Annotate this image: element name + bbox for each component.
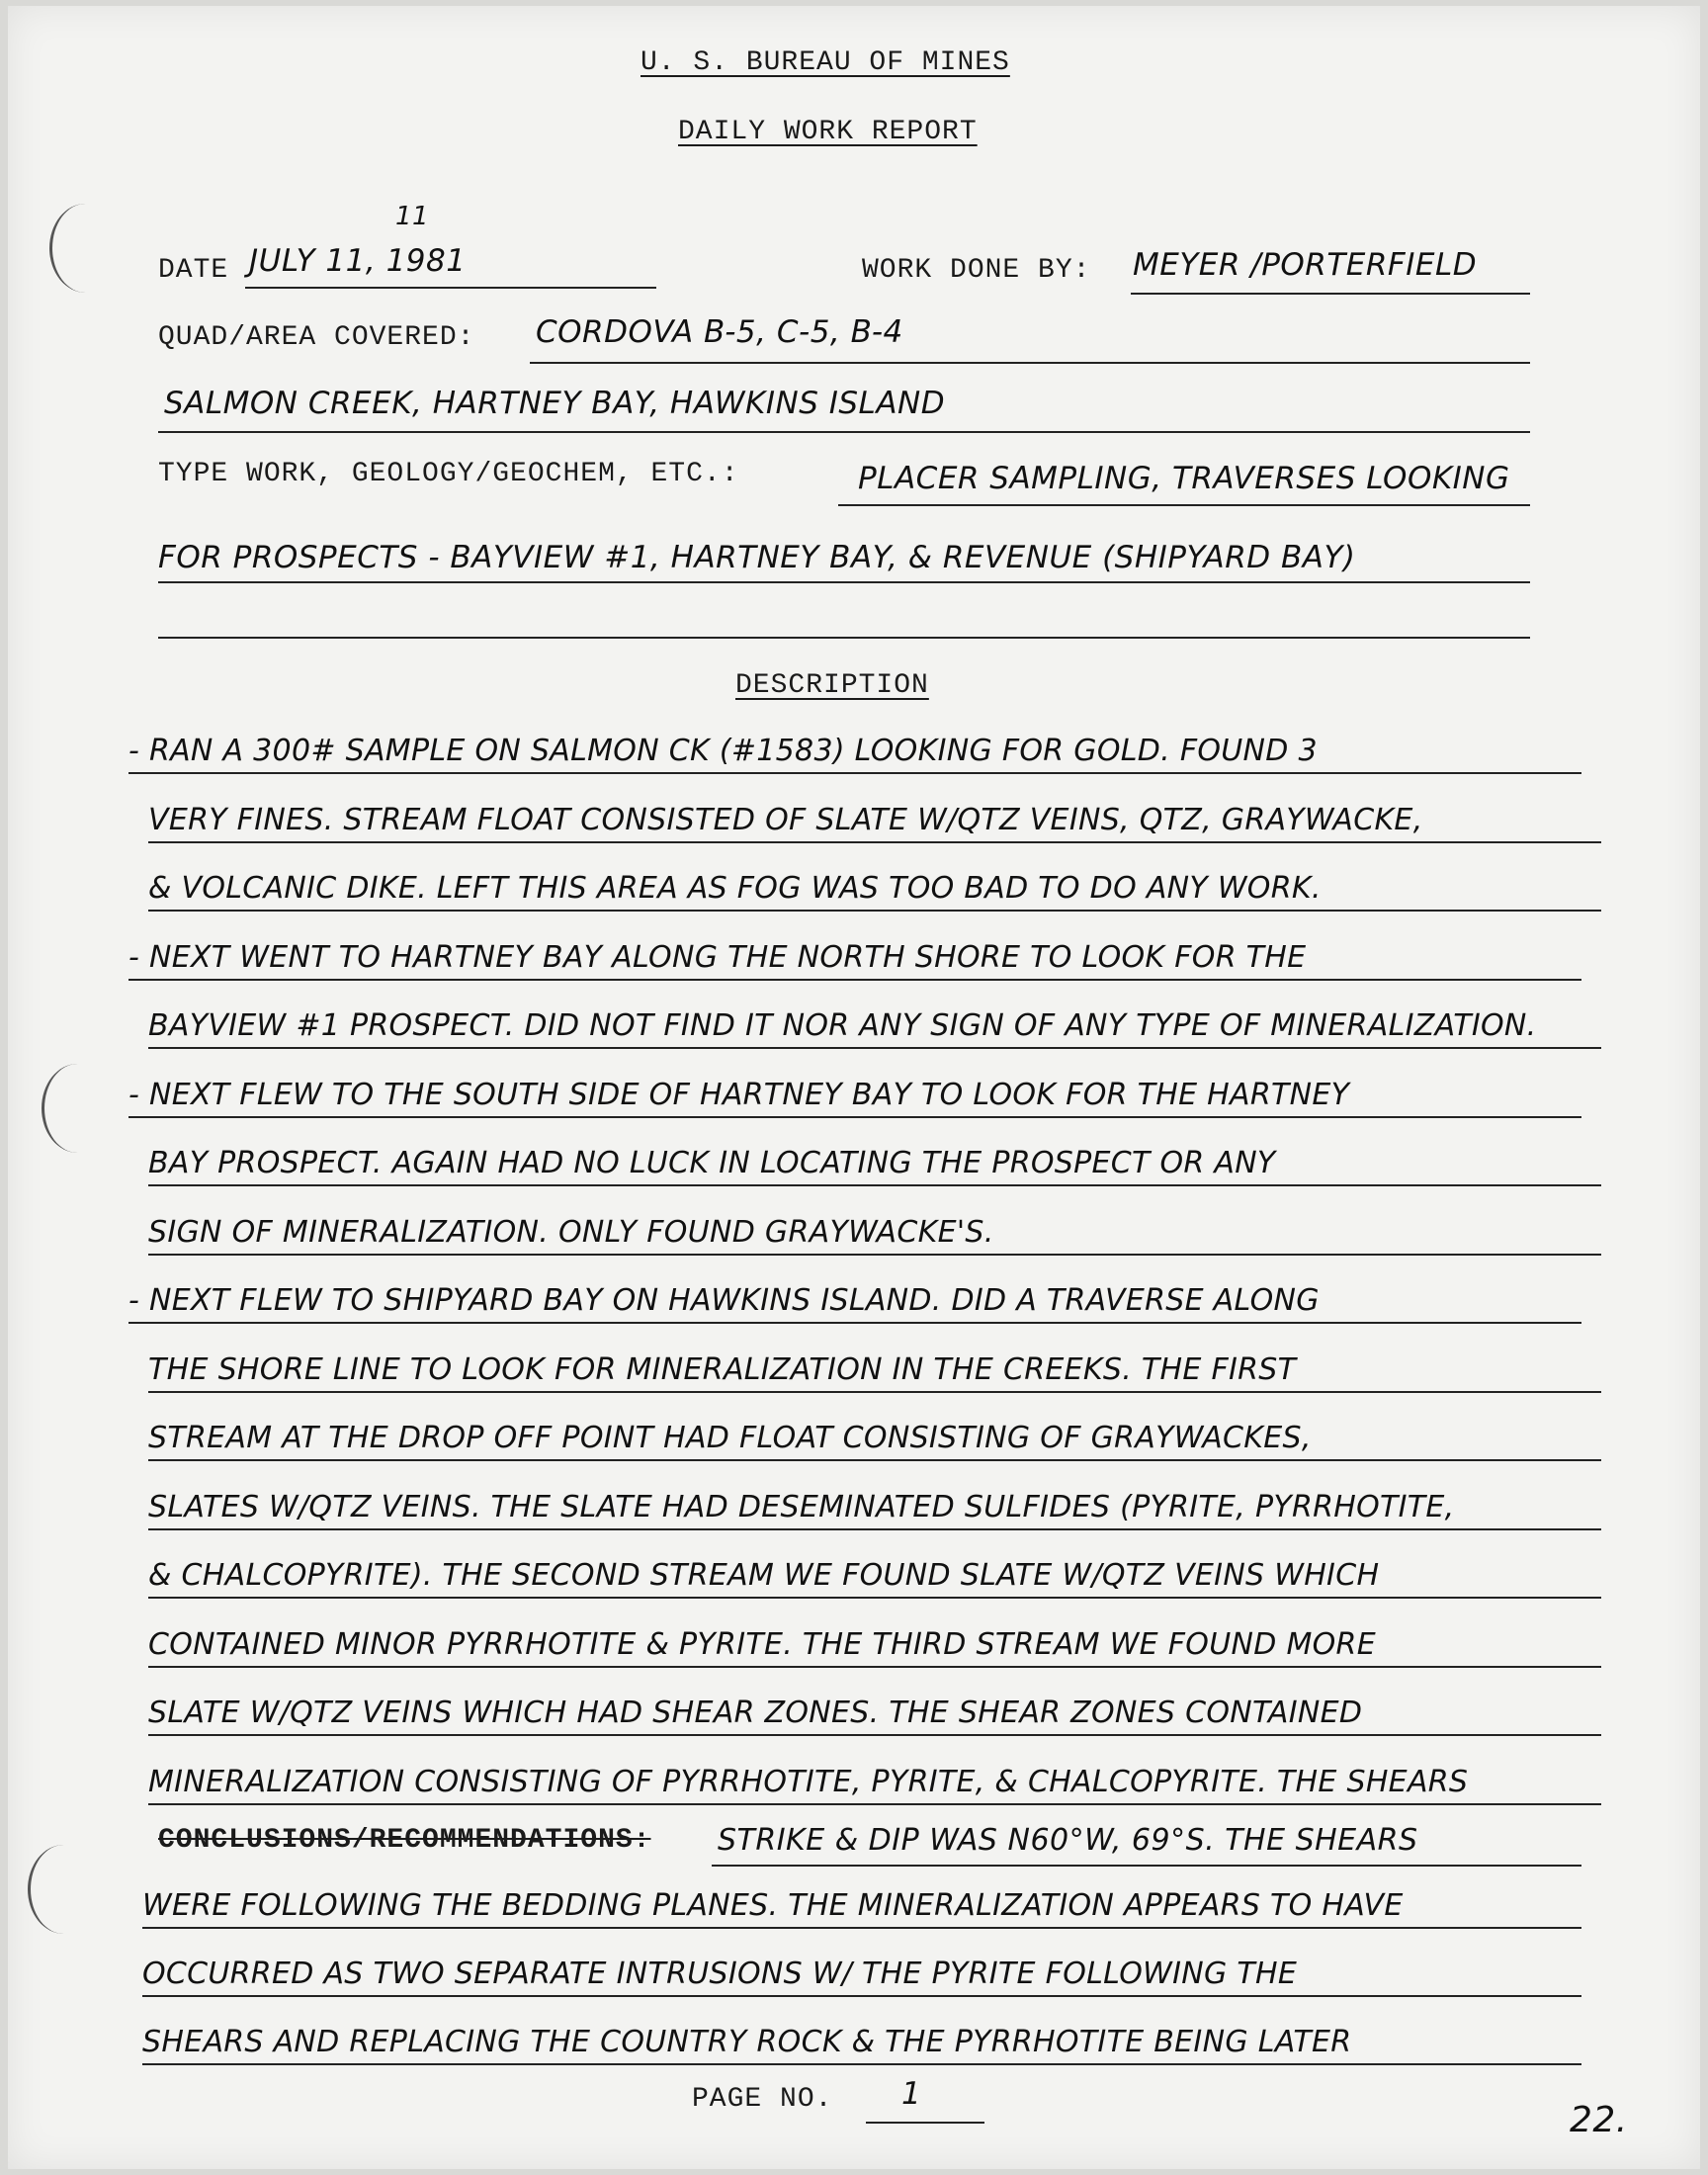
description-heading: DESCRIPTION [735,670,929,701]
date-correction: 11 [395,202,430,231]
quad-value: CORDOVA B-5, C-5, B-4 [536,314,903,350]
type-work-rule-1 [838,504,1530,506]
type-work-rule-3 [158,637,1530,639]
work-done-by-value: MEYER /PORTERFIELD [1133,247,1478,283]
description-line: SIGN OF MINERALIZATION. ONLY FOUND GRAYWACKE'S. [148,1215,1601,1256]
description-line: SLATE W/QTZ VEINS WHICH HAD SHEAR ZONES. THE SHEAR ZONES CONTAINED [148,1696,1601,1736]
type-work-value-1: PLACER SAMPLING, TRAVERSES LOOKING [858,461,1510,496]
page-number-rule [866,2122,984,2124]
report-page [8,6,1700,2169]
work-done-by-label: WORK DONE BY: [862,255,1091,286]
description-line: CONTAINED MINOR PYRRHOTITE & PYRITE. THE THIRD STREAM WE FOUND MORE [148,1627,1601,1668]
description-line: MINERALIZATION CONSISTING OF PYRRHOTITE, PYRITE, & CHALCOPYRITE. THE SHEARS [148,1765,1601,1805]
conclusions-first-line: STRIKE & DIP WAS N60°W, 69°S. THE SHEARS [718,1823,1418,1858]
conclusions-line: WERE FOLLOWING THE BEDDING PLANES. THE MINERALIZATION APPEARS TO HAVE [142,1888,1581,1929]
description-line: THE SHORE LINE TO LOOK FOR MINERALIZATION IN THE CREEKS. THE FIRST [148,1352,1601,1393]
description-line: - RAN A 300# SAMPLE ON SALMON CK (#1583) LOOKING FOR GOLD. FOUND 3 [128,734,1581,774]
description-line: VERY FINES. STREAM FLOAT CONSISTED OF SLATE W/QTZ VEINS, QTZ, GRAYWACKE, [148,803,1601,843]
type-work-rule-2 [158,581,1530,583]
description-line: BAYVIEW #1 PROSPECT. DID NOT FIND IT NOR ANY SIGN OF ANY TYPE OF MINERALIZATION. [148,1008,1601,1049]
page-number-value: 1 [901,2076,922,2112]
area-line: SALMON CREEK, HARTNEY BAY, HAWKINS ISLAND [164,386,946,421]
conclusions-first-rule [712,1865,1581,1867]
quad-rule [530,362,1530,364]
area-rule [158,431,1530,433]
quad-label: QUAD/AREA COVERED: [158,322,475,353]
form-title: DAILY WORK REPORT [678,117,978,147]
punch-hole-bottom [28,1845,100,1934]
agency-title: U. S. BUREAU OF MINES [640,47,1010,78]
date-value: JULY 11, 1981 [249,243,467,279]
conclusions-line: OCCURRED AS TWO SEPARATE INTRUSIONS W/ THE PYRITE FOLLOWING THE [142,1957,1581,1997]
punch-hole-middle [42,1064,114,1153]
description-line: - NEXT FLEW TO THE SOUTH SIDE OF HARTNEY BAY TO LOOK FOR THE HARTNEY [128,1078,1581,1118]
punch-hole-top [49,204,122,293]
description-line: - NEXT WENT TO HARTNEY BAY ALONG THE NORTH SHORE TO LOOK FOR THE [128,940,1581,981]
description-line: & CHALCOPYRITE). THE SECOND STREAM WE FOUND SLATE W/QTZ VEINS WHICH [148,1558,1601,1599]
date-label: DATE [158,255,229,286]
type-work-value-2: FOR PROSPECTS - BAYVIEW #1, HARTNEY BAY, & REVENUE (SHIPYARD BAY) [158,540,1356,575]
description-line: - NEXT FLEW TO SHIPYARD BAY ON HAWKINS ISLAND. DID A TRAVERSE ALONG [128,1283,1581,1324]
description-line: & VOLCANIC DIKE. LEFT THIS AREA AS FOG WAS TOO BAD TO DO ANY WORK. [148,871,1601,912]
conclusions-line: SHEARS AND REPLACING THE COUNTRY ROCK & THE PYRRHOTITE BEING LATER [142,2025,1581,2065]
work-done-by-rule [1131,293,1530,295]
description-line: STREAM AT THE DROP OFF POINT HAD FLOAT CONSISTING OF GRAYWACKES, [148,1421,1601,1461]
type-work-label: TYPE WORK, GEOLOGY/GEOCHEM, ETC.: [158,459,739,489]
date-rule [245,287,656,289]
page-number-label: PAGE NO. [692,2084,833,2115]
description-line: SLATES W/QTZ VEINS. THE SLATE HAD DESEMINATED SULFIDES (PYRITE, PYRRHOTITE, [148,1490,1601,1530]
corner-number: 22. [1570,2100,1628,2140]
conclusions-label: CONCLUSIONS/RECOMMENDATIONS: [158,1825,651,1856]
description-line: BAY PROSPECT. AGAIN HAD NO LUCK IN LOCATING THE PROSPECT OR ANY [148,1146,1601,1186]
